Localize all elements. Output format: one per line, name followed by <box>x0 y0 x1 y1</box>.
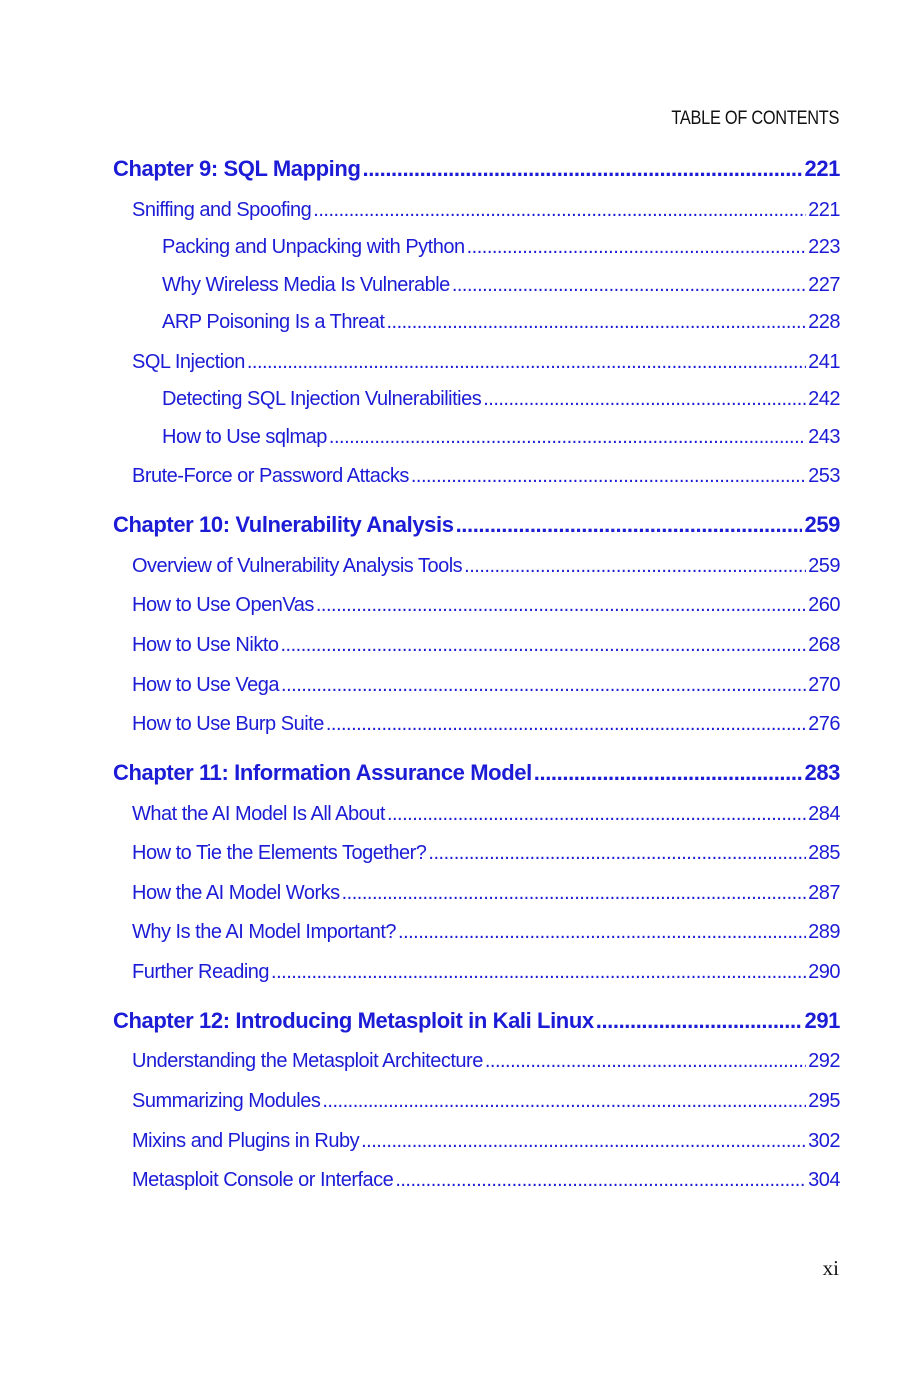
dot-leader <box>281 634 807 657</box>
dot-leader <box>361 1130 806 1153</box>
toc-entry-title: Summarizing Modules <box>132 1090 321 1112</box>
toc-entry-page: 284 <box>808 803 840 825</box>
toc-chapter-11[interactable] <box>113 760 840 786</box>
dot-leader <box>326 713 806 736</box>
toc-entry-metasploit-console[interactable] <box>132 1169 840 1192</box>
toc-entry-page: 295 <box>808 1090 840 1112</box>
toc-entry-page: 259 <box>808 555 840 577</box>
toc-entry-page: 223 <box>808 236 840 258</box>
dot-leader <box>452 274 806 297</box>
toc-entry-title: How to Use OpenVas <box>132 594 314 616</box>
toc-entry-page: 260 <box>808 594 840 616</box>
dot-leader <box>247 351 806 374</box>
toc-chapter-9[interactable] <box>113 156 840 182</box>
dot-leader <box>387 803 806 826</box>
toc-entry-title: Packing and Unpacking with Python <box>162 236 465 258</box>
toc-entry-title: Overview of Vulnerability Analysis Tools <box>132 555 463 577</box>
dot-leader <box>411 465 806 488</box>
toc-entry-title: Why Is the AI Model Important? <box>132 921 397 943</box>
dot-leader <box>398 921 806 944</box>
toc-entry-wireless-media[interactable] <box>162 274 840 297</box>
toc-entry-metasploit-architecture[interactable] <box>132 1050 840 1073</box>
toc-entry-vega[interactable] <box>132 674 840 697</box>
toc-entry-title: Detecting SQL Injection Vulnerabilities <box>162 388 482 410</box>
toc-entry-page: 253 <box>808 465 840 487</box>
dot-leader <box>485 1050 806 1073</box>
toc-entry-sqlmap[interactable] <box>162 426 840 449</box>
dot-leader <box>271 961 806 984</box>
dot-leader <box>316 594 806 617</box>
toc-entry-sql-injection[interactable] <box>132 351 840 374</box>
toc-entry-vulnerability-tools-overview[interactable] <box>132 555 840 578</box>
toc-entry-ai-model-about[interactable] <box>132 803 840 826</box>
toc-entry-title: Further Reading <box>132 961 270 983</box>
toc-entry-title: Chapter 10: Vulnerability Analysis <box>113 512 454 537</box>
toc-entry-title: SQL Injection <box>132 351 245 373</box>
dot-leader <box>281 674 806 697</box>
toc-chapter-10[interactable] <box>113 512 840 538</box>
toc-entry-mixins-plugins[interactable] <box>132 1130 840 1153</box>
toc-entry-title: Chapter 11: Information Assurance Model <box>113 760 532 785</box>
dot-leader <box>362 156 802 182</box>
toc-entry-burp-suite[interactable] <box>132 713 840 736</box>
dot-leader <box>313 199 806 222</box>
toc-entry-nikto[interactable] <box>132 634 840 657</box>
toc-entry-tie-elements[interactable] <box>132 842 840 865</box>
toc-entry-openvas[interactable] <box>132 594 840 617</box>
dot-leader <box>329 426 806 449</box>
toc-entry-packing-unpacking-python[interactable] <box>162 236 840 259</box>
toc-entry-title: Metasploit Console or Interface <box>132 1169 394 1191</box>
toc-entry-title: Sniffing and Spoofing <box>132 199 312 221</box>
dot-leader <box>467 236 807 259</box>
toc-entry-sniffing-and-spoofing[interactable] <box>132 199 840 222</box>
toc-entry-page: 221 <box>804 156 840 181</box>
toc-entry-further-reading[interactable] <box>132 961 840 984</box>
dot-leader <box>395 1169 806 1192</box>
toc-entry-title: How to Use Vega <box>132 674 280 696</box>
toc-entry-page: 228 <box>808 311 840 333</box>
toc-entry-page: 241 <box>808 351 840 373</box>
dot-leader <box>322 1090 806 1113</box>
toc-entry-page: 287 <box>808 882 840 904</box>
toc-entry-page: 283 <box>804 760 840 785</box>
dot-leader <box>464 555 806 578</box>
toc-entry-arp-poisoning[interactable] <box>162 311 840 334</box>
dot-leader <box>483 388 806 411</box>
toc-entry-title: Mixins and Plugins in Ruby <box>132 1130 360 1152</box>
toc-entry-detecting-sql-injection[interactable] <box>162 388 840 411</box>
toc-entry-page: 270 <box>808 674 840 696</box>
toc-entry-page: 243 <box>808 426 840 448</box>
toc-entry-page: 227 <box>808 274 840 296</box>
dot-leader <box>534 760 803 786</box>
toc-entry-ai-model-important[interactable] <box>132 921 840 944</box>
toc-entry-title: How to Tie the Elements Together? <box>132 842 427 864</box>
toc-entry-title: How to Use Burp Suite <box>132 713 324 735</box>
dot-leader <box>596 1008 803 1034</box>
toc-entry-title: How the AI Model Works <box>132 882 340 904</box>
toc-entry-page: 302 <box>808 1130 840 1152</box>
toc-entry-page: 242 <box>808 388 840 410</box>
toc-entry-title: How to Use sqlmap <box>162 426 327 448</box>
toc-entry-page: 276 <box>808 713 840 735</box>
toc-entry-page: 259 <box>804 512 840 537</box>
toc-entry-page: 268 <box>808 634 840 656</box>
dot-leader <box>428 842 806 865</box>
page-number: xi <box>822 1256 839 1280</box>
dot-leader <box>386 311 806 334</box>
toc-entry-title: Chapter 9: SQL Mapping <box>113 156 361 181</box>
toc-entry-title: Chapter 12: Introducing Metasploit in Kali Linux <box>113 1008 594 1033</box>
dot-leader <box>342 882 807 905</box>
dot-leader <box>456 512 803 538</box>
toc-entry-title: ARP Poisoning Is a Threat <box>162 311 385 333</box>
toc-entry-page: 289 <box>808 921 840 943</box>
toc-entry-title: Why Wireless Media Is Vulnerable <box>162 274 450 296</box>
toc-chapter-12[interactable] <box>113 1008 840 1034</box>
running-head: TABLE OF CONTENTS <box>671 108 839 129</box>
toc-entry-page: 304 <box>808 1169 840 1191</box>
toc-entry-title: Brute-Force or Password Attacks <box>132 465 409 487</box>
toc-entry-summarizing-modules[interactable] <box>132 1090 840 1113</box>
toc-entry-page: 291 <box>804 1008 840 1033</box>
toc-entry-title: How to Use Nikto <box>132 634 279 656</box>
toc-entry-title: What the AI Model Is All About <box>132 803 385 825</box>
toc-entry-ai-model-works[interactable] <box>132 882 840 905</box>
toc-entry-page: 221 <box>808 199 840 221</box>
toc-entry-title: Understanding the Metasploit Architecture <box>132 1050 483 1072</box>
toc-entry-page: 292 <box>808 1050 840 1072</box>
toc-entry-brute-force[interactable] <box>132 465 840 488</box>
toc-entry-page: 285 <box>808 842 840 864</box>
toc-entry-page: 290 <box>808 961 840 983</box>
